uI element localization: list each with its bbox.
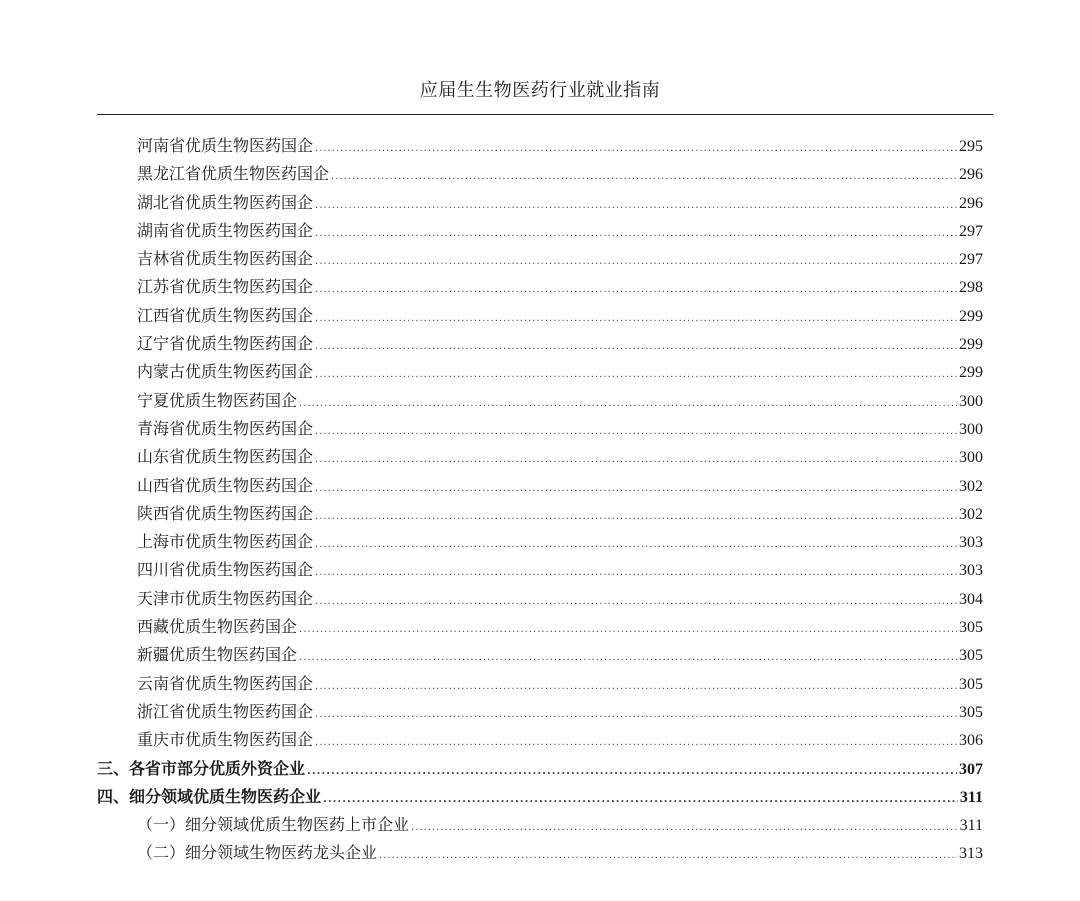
dot-leader <box>315 361 957 389</box>
toc-entry-page: 305 <box>959 703 983 721</box>
dot-leader <box>379 842 957 870</box>
toc-entry-page: 307 <box>959 760 983 778</box>
toc-entry-page: 300 <box>959 420 983 438</box>
toc-section-entry[interactable] <box>97 755 983 783</box>
toc-entry-page: 304 <box>959 590 983 608</box>
dot-leader <box>315 531 957 559</box>
toc-entry[interactable] <box>97 500 983 528</box>
toc-entry-title: 三、各省市部分优质外资企业 <box>97 758 306 778</box>
toc-entry-title: 四川省优质生物医药国企 <box>137 560 314 580</box>
toc-entry-page: 311 <box>959 788 983 806</box>
dot-leader <box>315 333 957 361</box>
dot-leader <box>315 248 957 276</box>
toc-entry-page: 295 <box>959 138 983 155</box>
dot-leader <box>315 559 957 587</box>
toc-entry-title: 内蒙古优质生物医药国企 <box>137 362 314 382</box>
toc-entry-page: 303 <box>959 534 983 552</box>
toc-section-entry[interactable] <box>97 783 983 811</box>
toc-entry-title: 四、细分领域优质生物医药企业 <box>97 786 322 806</box>
toc-subsection-entry[interactable] <box>97 839 983 867</box>
dot-leader <box>315 305 957 333</box>
toc-entry-page: 299 <box>959 336 983 354</box>
toc-entry-title: （二）细分领域生物医药龙头企业 <box>137 843 378 863</box>
toc-entry[interactable] <box>97 387 983 415</box>
dot-leader <box>307 758 957 786</box>
toc-entry-title: 河南省优质生物医药国企 <box>137 136 314 155</box>
dot-leader <box>299 644 957 672</box>
dot-leader <box>315 673 957 701</box>
dot-leader <box>299 616 957 644</box>
dot-leader <box>315 220 957 248</box>
toc-entry-page: 296 <box>959 166 983 184</box>
toc-entry-title: 上海市优质生物医药国企 <box>137 532 314 552</box>
toc-entry[interactable] <box>97 726 983 754</box>
dot-leader <box>315 475 957 503</box>
toc-entry[interactable] <box>97 330 983 358</box>
dot-leader <box>411 814 958 842</box>
toc-entry[interactable] <box>97 641 983 669</box>
toc-entry-title: 吉林省优质生物医药国企 <box>137 249 314 269</box>
toc-entry-page: 302 <box>959 505 983 523</box>
dot-leader <box>315 276 957 304</box>
dot-leader <box>299 390 957 418</box>
dot-leader <box>323 786 958 814</box>
toc-entry[interactable] <box>97 217 983 245</box>
toc-entry-title: 天津市优质生物医药国企 <box>137 588 314 608</box>
dot-leader <box>315 192 957 220</box>
toc-entry-title: 辽宁省优质生物医药国企 <box>137 334 314 354</box>
toc-entry-title: 山西省优质生物医药国企 <box>137 475 314 495</box>
toc-entry-page: 297 <box>959 251 983 269</box>
dot-leader <box>315 588 957 616</box>
toc-entry-title: 陕西省优质生物医药国企 <box>137 503 314 523</box>
toc-entry[interactable] <box>97 613 983 641</box>
toc-entry-title: 重庆市优质生物医药国企 <box>137 730 314 750</box>
dot-leader <box>331 163 957 191</box>
toc-entry[interactable] <box>97 472 983 500</box>
toc-entry-page: 305 <box>959 619 983 637</box>
toc-entry-page: 296 <box>959 194 983 212</box>
toc-entry-title: 黑龙江省优质生物医药国企 <box>137 164 330 184</box>
toc-entry[interactable] <box>97 245 983 273</box>
toc-entry[interactable] <box>97 443 983 471</box>
toc-entry[interactable] <box>97 358 983 386</box>
table-of-contents <box>97 132 983 868</box>
dot-leader <box>315 729 957 757</box>
dot-leader <box>315 701 957 729</box>
toc-entry-page: 313 <box>959 845 983 863</box>
toc-entry-title: （一）细分领域优质生物医药上市企业 <box>137 815 410 835</box>
dot-leader <box>315 503 957 531</box>
toc-entry[interactable] <box>97 556 983 584</box>
toc-entry-page: 305 <box>959 647 983 665</box>
toc-entry[interactable] <box>97 415 983 443</box>
page-header-title: 应届生生物医药行业就业指南 <box>419 80 661 101</box>
dot-leader <box>315 418 957 446</box>
toc-entry-title: 江西省优质生物医药国企 <box>137 305 314 325</box>
toc-entry[interactable] <box>97 189 983 217</box>
toc-entry-title: 江苏省优质生物医药国企 <box>137 277 314 297</box>
toc-entry-page: 306 <box>959 732 983 750</box>
toc-entry-page: 305 <box>959 675 983 693</box>
toc-entry-title: 浙江省优质生物医药国企 <box>137 701 314 721</box>
toc-entry[interactable] <box>97 132 983 160</box>
toc-entry-page: 302 <box>959 477 983 495</box>
header-divider <box>97 114 993 115</box>
toc-entry[interactable] <box>97 273 983 301</box>
dot-leader <box>315 446 957 474</box>
toc-entry-title: 湖北省优质生物医药国企 <box>137 192 314 212</box>
toc-entry-page: 298 <box>959 279 983 297</box>
toc-entry-page: 300 <box>959 392 983 410</box>
dot-leader <box>315 135 957 163</box>
toc-entry[interactable] <box>97 302 983 330</box>
toc-entry-title: 宁夏优质生物医药国企 <box>137 390 298 410</box>
toc-entry[interactable] <box>97 160 983 188</box>
toc-entry-title: 青海省优质生物医药国企 <box>137 418 314 438</box>
toc-entry-page: 300 <box>959 449 983 467</box>
toc-entry[interactable] <box>97 698 983 726</box>
toc-entry[interactable] <box>97 528 983 556</box>
toc-entry[interactable] <box>97 585 983 613</box>
toc-entry-page: 299 <box>959 364 983 382</box>
toc-entry[interactable] <box>97 670 983 698</box>
toc-entry-page: 299 <box>959 307 983 325</box>
toc-entry-title: 新疆优质生物医药国企 <box>137 645 298 665</box>
toc-entry-page: 297 <box>959 222 983 240</box>
toc-entry-page: 311 <box>959 817 983 835</box>
toc-entry-title: 西藏优质生物医药国企 <box>137 617 298 637</box>
toc-subsection-entry[interactable] <box>97 811 983 839</box>
toc-entry-page: 303 <box>959 562 983 580</box>
toc-entry-title: 湖南省优质生物医药国企 <box>137 220 314 240</box>
toc-entry-title: 山东省优质生物医药国企 <box>137 447 314 467</box>
toc-entry-title: 云南省优质生物医药国企 <box>137 673 314 693</box>
